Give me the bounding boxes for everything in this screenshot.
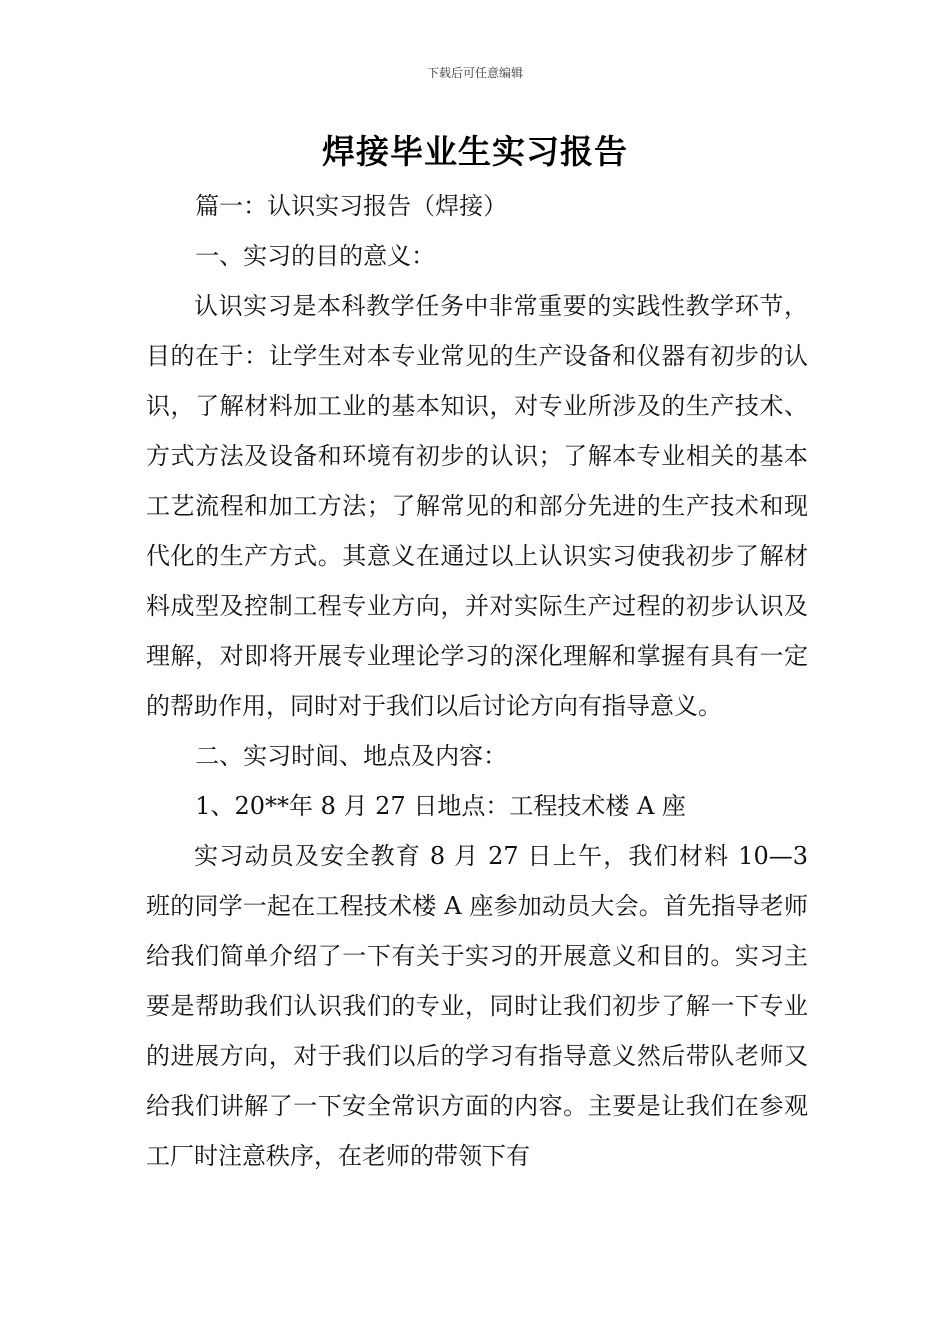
document-title: 焊接毕业生实习报告 <box>322 132 628 171</box>
document-body <box>146 181 808 1181</box>
section-heading-part-one: 篇一：认识实习报告（焊接） <box>195 192 508 220</box>
section-heading-time-place: 二、实习时间、地点及内容： <box>195 742 508 770</box>
section-heading-purpose: 一、实习的目的意义： <box>195 242 436 270</box>
paragraph-mobilization: 实习动员及安全教育 8 月 27 日上午，我们材料 10—3 班的同学一起在工程技术楼 A 座参加动员大会。首先指导老师给我们简单介绍了一下有关于实习的开展意义和目的。实习主要是帮助我们认识我们的专业，同时让我们初步了解一下专业的进展方向，对于我们以后的学习有指导意义然后带队老师又给我们讲解了一下安全常识方面的内容。主要是让我们在参观工厂时注意秩序，在老师的带领下有 <box>146 842 808 1170</box>
paragraph-purpose: 认识实习是本科教学任务中非常重要的实践性教学环节，目的在于：让学生对本专业常见的生产设备和仪器有初步的认识，了解材料加工业的基本知识，对专业所涉及的生产技术、方式方法及设备和环境有初步的认识；了解本专业相关的基本工艺流程和加工方法；了解常见的和部分先进的生产技术和现代化的生产方式。其意义在通过以上认识实习使我初步了解材料成型及控制工程专业方向，并对实际生产过程的初步认识及理解，对即将开展专业理论学习的深化理解和掌握有具有一定的帮助作用，同时对于我们以后讨论方向有指导意义。 <box>146 292 808 720</box>
header-note: 下载后可任意编辑 <box>426 66 523 80</box>
subheading-date-location: 1、20**年 8 月 27 日地点：工程技术楼 A 座 <box>195 792 686 820</box>
